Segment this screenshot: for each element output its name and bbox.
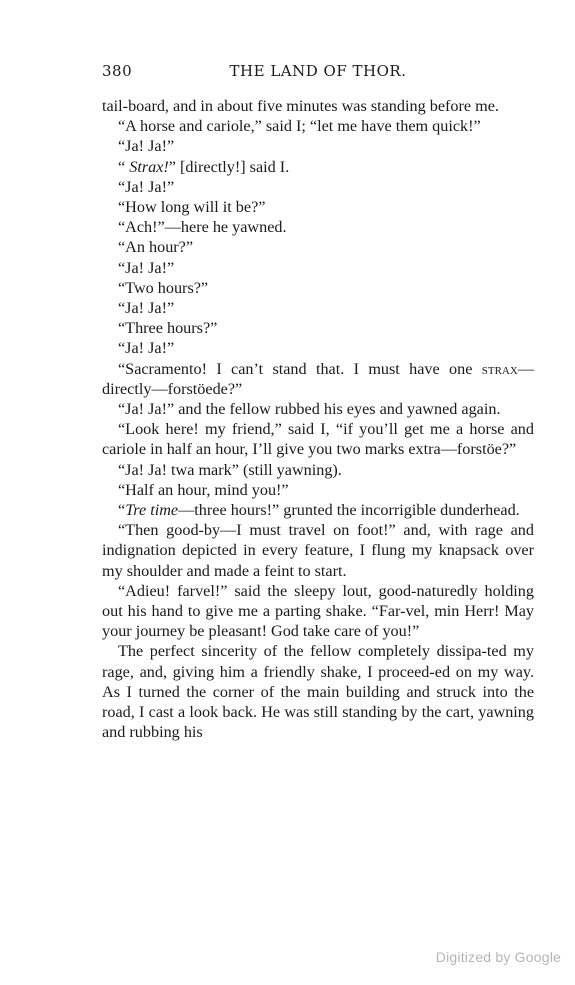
page-header <box>102 62 534 84</box>
paragraph: “Two hours?” <box>118 278 209 297</box>
paragraph: “Half an hour, mind you!” <box>118 480 289 499</box>
paragraph: tail-board, and in about five minutes was standing before me. <box>102 97 499 115</box>
paragraph: “Adieu! farvel!” said the sleepy lout, good-naturedly holding out his hand to give me a parting shake. “Far-vel, min Herr! May your journey be pleasant! God take care of you!” <box>102 581 534 641</box>
paragraph: “Look here! my friend,” said I, “if you’ll get me a horse and cariole in half an hour, I’ll give you two marks extra—forstöe?” <box>102 420 534 459</box>
running-title: THE LAND OF THOR. <box>229 62 407 80</box>
paragraph: “An hour?” <box>118 238 194 257</box>
paragraph: “Then good-by—I must travel on foot!” and, with rage and indignation depicted in every feature, I flung my knapsack over my shoulder and made a feint to start. <box>102 521 534 580</box>
italic-phrase: Tre time <box>125 501 179 520</box>
paragraph: “ Strax!” [directly!] said I. <box>118 157 290 176</box>
paragraph: “Tre time—three hours!” grunted the incorrigible dunderhead. <box>118 501 520 520</box>
paragraph: “Ja! Ja!” <box>118 137 175 156</box>
paragraph: “Ja! Ja!” <box>118 177 175 196</box>
paragraph: “A horse and cariole,” said I; “let me have them quick!” <box>118 117 481 136</box>
digitized-watermark: Digitized by Google <box>435 949 561 965</box>
paragraph: “Ja! Ja!” <box>118 258 175 277</box>
paragraph: “How long will it be?” <box>118 198 266 217</box>
paragraph: “Ja! Ja!” and the fellow rubbed his eyes and yawned again. <box>118 400 501 419</box>
paragraph: “Sacramento! I can’t stand that. I must have one strax—directly—forstöede?” <box>102 359 534 398</box>
paragraph: “Ach!”—here he yawned. <box>118 218 287 237</box>
body-text <box>102 96 534 743</box>
small-caps-word: strax <box>481 359 518 378</box>
paragraph: “Ja! Ja!” <box>118 339 175 358</box>
page-number: 380 <box>102 62 133 80</box>
italic-phrase: Strax! <box>129 157 169 176</box>
paragraph: “Ja! Ja!” <box>118 299 175 318</box>
paragraph: “Ja! Ja! twa mark” (still yawning). <box>118 460 342 479</box>
paragraph: The perfect sincerity of the fellow completely dissipa-ted my rage, and, giving him a friendly shake, I proceed-ed on my way. As I turned the corner of the main building and struck into the road, I cast a look back. He was still standing by the cart, yawning and rubbing his <box>102 642 534 742</box>
paragraph: “Three hours?” <box>118 319 218 338</box>
